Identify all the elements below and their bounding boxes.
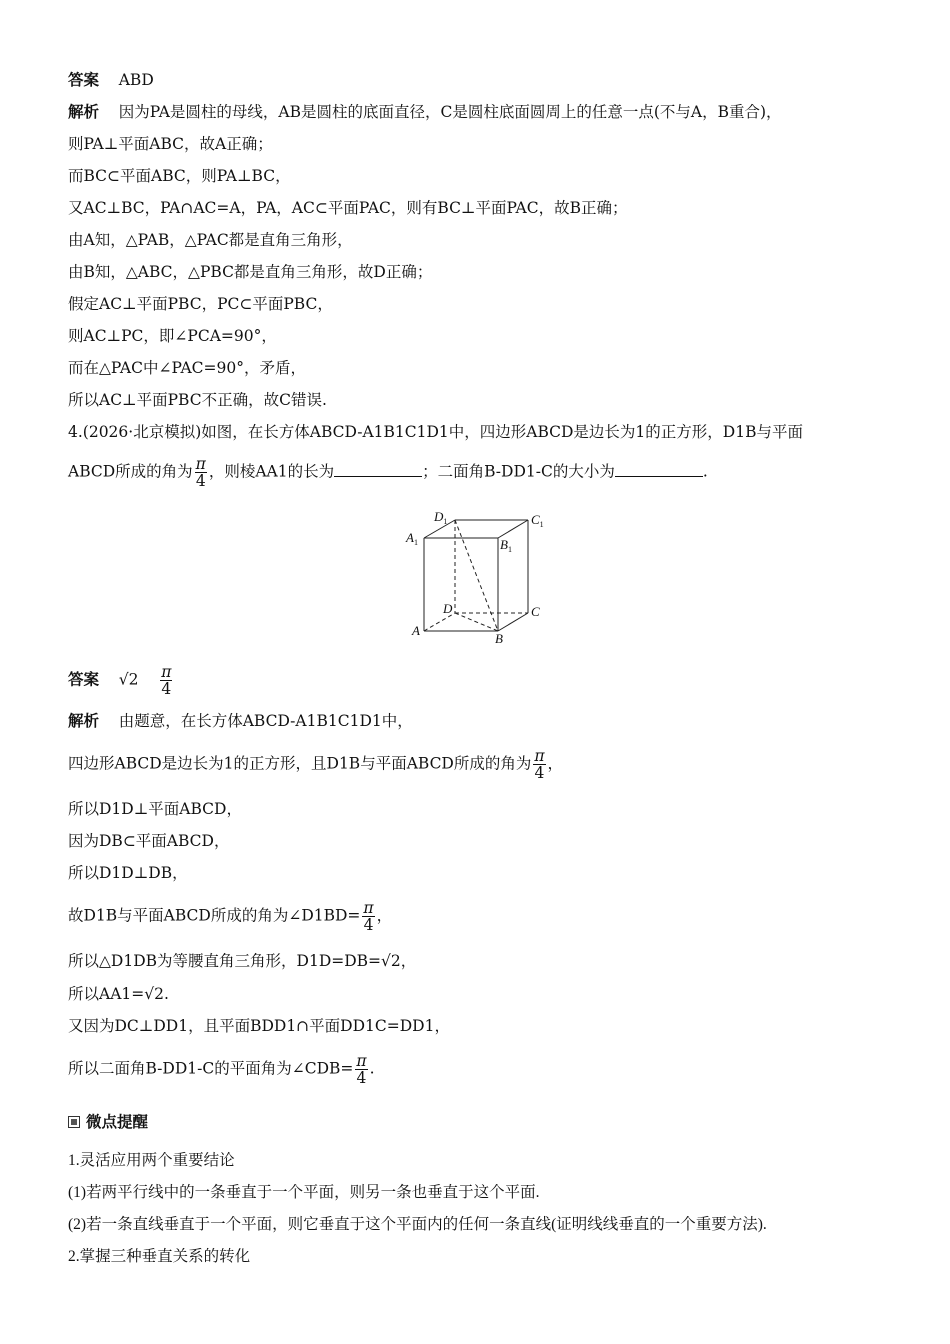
- label-B: B: [495, 631, 503, 645]
- analysis-text: 由题意，在长方体ABCD-A1B1C1D1中，: [118, 712, 413, 730]
- q3-line: 而在△PAC中∠PAC=90°，矛盾，: [68, 359, 306, 377]
- answer-value-2: [160, 664, 172, 697]
- label-C: C: [531, 604, 540, 619]
- label-D1: $D_1$: [434, 509, 448, 526]
- q4-analysis-line-1: [68, 711, 413, 731]
- tips-heading: [68, 1110, 148, 1132]
- answer-blank-2[interactable]: [615, 462, 703, 477]
- analysis-text: 四边形ABCD是边长为1的正方形，且D1B与平面ABCD所成的角为: [68, 754, 532, 773]
- answer-label: 答案: [68, 70, 100, 89]
- fraction-pi-over-4: [195, 456, 207, 489]
- tips-line: 2.掌握三种垂直关系的转化: [68, 1248, 251, 1265]
- q3-analysis-line-1: [68, 102, 782, 122]
- q4-answer-line: [68, 664, 174, 697]
- q4-analysis-line: 所以D1D⊥DB，: [68, 864, 188, 882]
- q4-analysis-line: 所以△D1DB为等腰直角三角形，D1D=DB=√2，: [68, 952, 417, 970]
- q4-analysis-line-6: [68, 900, 392, 933]
- section-marker-icon: [68, 1116, 80, 1128]
- label-C1: $C_1$: [531, 512, 544, 529]
- q3-line: 又AC⊥BC，PA∩AC=A，PA，AC⊂平面PAC，则有BC⊥平面PAC，故B正确；: [68, 199, 628, 217]
- analysis-label: 解析: [68, 711, 100, 730]
- q3-answer-line: [68, 70, 154, 90]
- fraction-denominator: 4: [534, 764, 545, 782]
- label-A: A: [412, 623, 420, 638]
- stem-text: ；二面角B-DD1-C的大小为: [422, 462, 615, 481]
- stem-text: .: [702, 462, 708, 481]
- fraction-numerator: π: [534, 747, 545, 765]
- analysis-text: ，: [547, 754, 564, 773]
- q4-stem-line-2: [68, 456, 708, 489]
- stem-text: ABCD所成的角为: [68, 462, 193, 481]
- fraction-denominator: 4: [161, 680, 172, 698]
- tips-title: 微点提醒: [86, 1113, 149, 1131]
- q3-line: 所以AC⊥平面PBC不正确，故C错误.: [68, 391, 327, 409]
- q4-analysis-line-10: [68, 1053, 375, 1086]
- fraction-pi-over-4: [355, 1053, 367, 1086]
- q3-line: 则AC⊥PC，即∠PCA=90°，: [68, 327, 277, 345]
- q3-line: 假定AC⊥平面PBC，PC⊂平面PBC，: [68, 295, 333, 313]
- label-B1: $B_1$: [500, 537, 512, 554]
- analysis-label: 解析: [68, 102, 100, 121]
- answer-blank-1[interactable]: [334, 462, 422, 477]
- q4-analysis-line: 因为DB⊂平面ABCD，: [68, 832, 230, 850]
- tips-line: 1.灵活应用两个重要结论: [68, 1152, 235, 1169]
- stem-text: ，则棱AA1的长为: [208, 462, 335, 481]
- q4-stem-line-1: 4.(2026·北京模拟)如图，在长方体ABCD-A1B1C1D1中，四边形ABCD是边长为1的正方形，D1B与平面: [68, 423, 803, 441]
- q3-line: 则PA⊥平面ABC，故A正确；: [68, 135, 273, 153]
- answer-value-1: √2: [118, 670, 139, 689]
- q4-analysis-line: 又因为DC⊥DD1，且平面BDD1∩平面DD1C=DD1，: [68, 1017, 450, 1035]
- fraction-pi-over-4: [362, 900, 374, 933]
- analysis-text: 所以二面角B-DD1-C的平面角为∠CDB=: [68, 1059, 354, 1078]
- cuboid-figure: [400, 505, 560, 645]
- analysis-text: .: [369, 1059, 375, 1078]
- q4-analysis-line: 所以AA1=√2.: [68, 985, 169, 1003]
- q4-analysis-line: 所以D1D⊥平面ABCD，: [68, 800, 242, 818]
- q3-line: 由A知，△PAB，△PAC都是直角三角形，: [68, 231, 353, 249]
- q3-line: 由B知，△ABC，△PBC都是直角三角形，故D正确；: [68, 263, 433, 281]
- fraction-numerator: π: [195, 455, 206, 473]
- analysis-text: 故D1B与平面ABCD所成的角为∠D1BD=: [68, 906, 361, 925]
- fraction-denominator: 4: [356, 1069, 367, 1087]
- analysis-text: ，: [376, 906, 393, 925]
- label-D: D: [443, 601, 453, 616]
- fraction-numerator: π: [356, 1052, 367, 1070]
- answer-label: 答案: [68, 669, 100, 689]
- tips-line: (2)若一条直线垂直于一个平面，则它垂直于这个平面内的任何一条直线(证明线线垂直的一个重要方法).: [68, 1216, 767, 1233]
- fraction-numerator: π: [363, 899, 374, 917]
- fraction-pi-over-4: [533, 748, 545, 781]
- analysis-text: 因为PA是圆柱的母线，AB是圆柱的底面直径，C是圆柱底面圆周上的任意一点(不与A，B重合)，: [118, 103, 782, 121]
- fraction-denominator: 4: [195, 472, 206, 490]
- fraction-numerator: π: [161, 663, 172, 681]
- fraction-denominator: 4: [363, 916, 374, 934]
- q4-analysis-line-2: [68, 748, 563, 781]
- tips-line: (1)若两平行线中的一条垂直于一个平面，则另一条也垂直于这个平面.: [68, 1184, 540, 1201]
- answer-value: ABD: [118, 71, 154, 89]
- label-A1: $A_1$: [406, 530, 418, 547]
- q3-line: 而BC⊂平面ABC，则PA⊥BC，: [68, 167, 291, 185]
